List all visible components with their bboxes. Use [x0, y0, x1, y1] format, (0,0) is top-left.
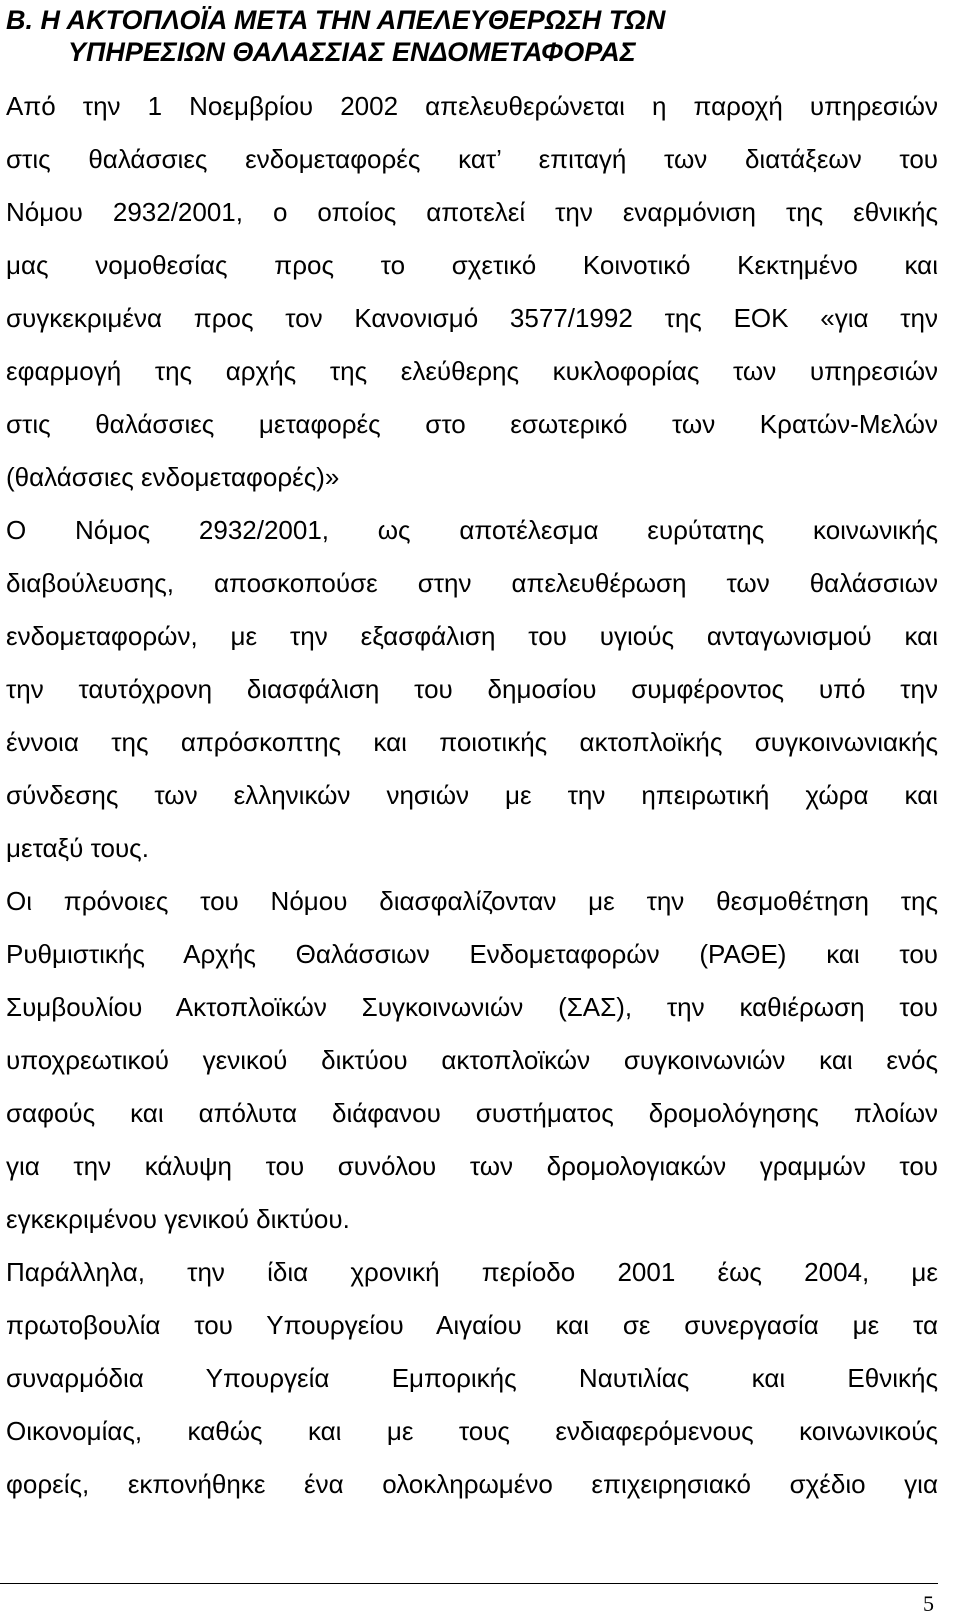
text-line: έννοια της απρόσκοπτης και ποιοτικής ακτοπλοϊκής συγκοινωνιακής [6, 727, 938, 757]
text-line: Οι πρόνοιες του Νόμου διασφαλίζονταν με την θεσμοθέτηση της [6, 886, 938, 916]
text-line: ενδομεταφορών, με την εξασφάλιση του υγιούς ανταγωνισμού και [6, 621, 938, 651]
text-line: πρωτοβουλία του Υπουργείου Αιγαίου και σε συνεργασία με τα [6, 1310, 938, 1340]
text-line: στις θαλάσσιες μεταφορές στο εσωτερικό των Κρατών-Μελών [6, 409, 938, 439]
text-line: Οικονομίας, καθώς και με τους ενδιαφερόμενους κοινωνικούς [6, 1416, 938, 1446]
text-line: Ο Νόμος 2932/2001, ως αποτέλεσμα ευρύτατης κοινωνικής [6, 515, 938, 545]
text-line: Από την 1 Νοεμβρίου 2002 απελευθερώνεται η παροχή υπηρεσιών [6, 91, 938, 121]
text-line: για την κάλυψη του συνόλου των δρομολογιακών γραμμών του [6, 1151, 938, 1181]
text-line: συγκεκριμένα προς τον Κανονισμό 3577/1992 της ΕΟΚ «για την [6, 303, 938, 333]
text-line: στις θαλάσσιες ενδομεταφορές κατ’ επιταγή των διατάξεων του [6, 144, 938, 174]
text-line: Παράλληλα, την ίδια χρονική περίοδο 2001 έως 2004, με [6, 1257, 938, 1287]
page-number: 5 [923, 1591, 934, 1616]
text-line: Ρυθμιστικής Αρχής Θαλάσσιων Ενδομεταφορών (ΡΑΘΕ) και του [6, 939, 938, 969]
text-line: (θαλάσσιες ενδομεταφορές)» [6, 462, 340, 492]
text-line: την ταυτόχρονη διασφάλιση του δημοσίου συμφέροντος υπό την [6, 674, 938, 704]
text-line: διαβούλευσης, αποσκοπούσε στην απελευθέρωση των θαλάσσιων [6, 568, 938, 598]
section-heading-line-2: ΥΠΗΡΕΣΙΩΝ ΘΑΛΑΣΣΙΑΣ ΕΝΔΟΜΕΤΑΦΟΡΑΣ [68, 37, 636, 67]
text-line: υποχρεωτικού γενικού δικτύου ακτοπλοϊκών συγκοινωνιών και ενός [6, 1045, 938, 1075]
text-line: φορείς, εκπονήθηκε ένα ολοκληρωμένο επιχειρησιακό σχέδιο για [6, 1469, 938, 1499]
text-line: μεταξύ τους. [6, 833, 149, 863]
text-line: Νόμου 2932/2001, ο οποίος αποτελεί την εναρμόνιση της εθνικής [6, 197, 938, 227]
text-line: εγκεκριμένου γενικού δικτύου. [6, 1204, 350, 1234]
section-heading [6, 4, 926, 68]
section-heading-line-1: B. Η ΑΚΤΟΠΛΟΪΑ ΜΕΤΑ ΤΗΝ ΑΠΕΛΕΥΘΕΡΩΣΗ ΤΩΝ [6, 5, 666, 35]
text-line: μας νομοθεσίας προς το σχετικό Κοινοτικό Κεκτημένο και [6, 250, 938, 280]
text-line: Συμβουλίου Ακτοπλοϊκών Συγκοινωνιών (ΣΑΣ), την καθιέρωση του [6, 992, 938, 1022]
text-line: σύνδεσης των ελληνικών νησιών με την ηπειρωτική χώρα και [6, 780, 938, 810]
footer-rule [0, 1583, 938, 1584]
text-line: σαφούς και απόλυτα διάφανου συστήματος δρομολόγησης πλοίων [6, 1098, 938, 1128]
body-text [6, 80, 938, 1511]
text-line: εφαρμογή της αρχής της ελεύθερης κυκλοφορίας των υπηρεσιών [6, 356, 938, 386]
text-line: συναρμόδια Υπουργεία Εμπορικής Ναυτιλίας και Εθνικής [6, 1363, 938, 1393]
